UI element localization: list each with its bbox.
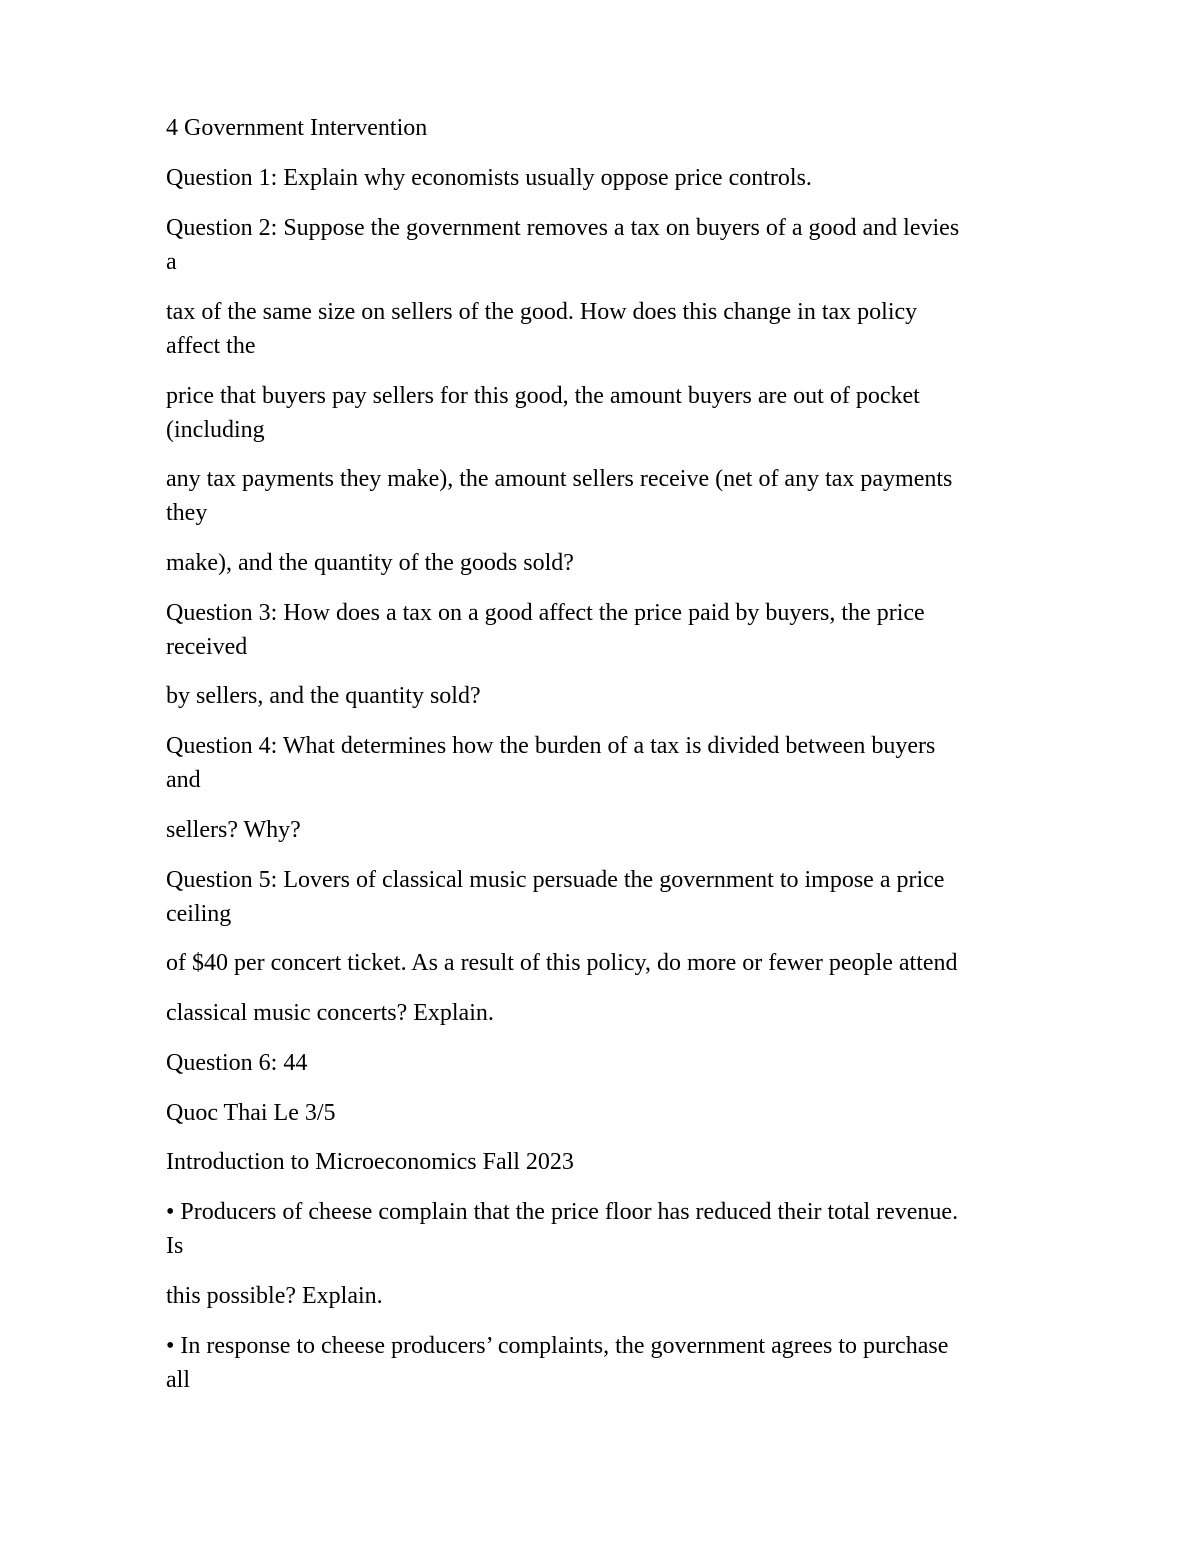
question-2-text: tax of the same size on sellers of the good. How does this change in tax policy <box>166 299 918 325</box>
question-4-text: Question 4: What determines how the burden of a tax is divided between buyers <box>166 733 936 759</box>
question-3-text: Question 3: How does a tax on a good affect the price paid by buyers, the price <box>166 600 925 626</box>
question-2-text: (including <box>166 417 265 443</box>
bullet-item-1: • Producers of cheese complain that the price floor has reduced their total revenue. <box>166 1199 959 1225</box>
question-2-text: affect the <box>166 333 256 359</box>
bullet-item-1: this possible? Explain. <box>166 1283 383 1309</box>
question-4-text: and <box>166 767 201 793</box>
course-line: Introduction to Microeconomics Fall 2023 <box>166 1149 574 1175</box>
question-5-text: Question 5: Lovers of classical music persuade the government to impose a price <box>166 867 945 893</box>
question-4-text: sellers? Why? <box>166 817 301 843</box>
question-5-text: ceiling <box>166 901 232 927</box>
section-heading: 4 Government Intervention <box>166 115 428 141</box>
bullet-item-2: • In response to cheese producers’ complaints, the government agrees to purchase <box>166 1333 949 1359</box>
question-2-text: price that buyers pay sellers for this good, the amount buyers are out of pocket <box>166 383 920 409</box>
question-6-text: Question 6: 44 <box>166 1050 308 1076</box>
question-2-text: make), and the quantity of the goods sold? <box>166 550 574 576</box>
question-2-text: a <box>166 249 177 275</box>
question-2-text: they <box>166 500 208 526</box>
question-1-text: Question 1: Explain why economists usually oppose price controls. <box>166 165 812 191</box>
bullet-item-2: all <box>166 1367 190 1393</box>
question-5-text: classical music concerts? Explain. <box>166 1000 494 1026</box>
question-3-text: by sellers, and the quantity sold? <box>166 683 481 709</box>
question-2-text: any tax payments they make), the amount sellers receive (net of any tax payments <box>166 466 953 492</box>
question-5-text: of $40 per concert ticket. As a result of this policy, do more or fewer people attend <box>166 950 958 976</box>
question-2-text: Question 2: Suppose the government removes a tax on buyers of a good and levies <box>166 215 960 241</box>
question-3-text: received <box>166 634 248 660</box>
author-line: Quoc Thai Le 3/5 <box>166 1100 336 1126</box>
bullet-item-1: Is <box>166 1233 184 1259</box>
